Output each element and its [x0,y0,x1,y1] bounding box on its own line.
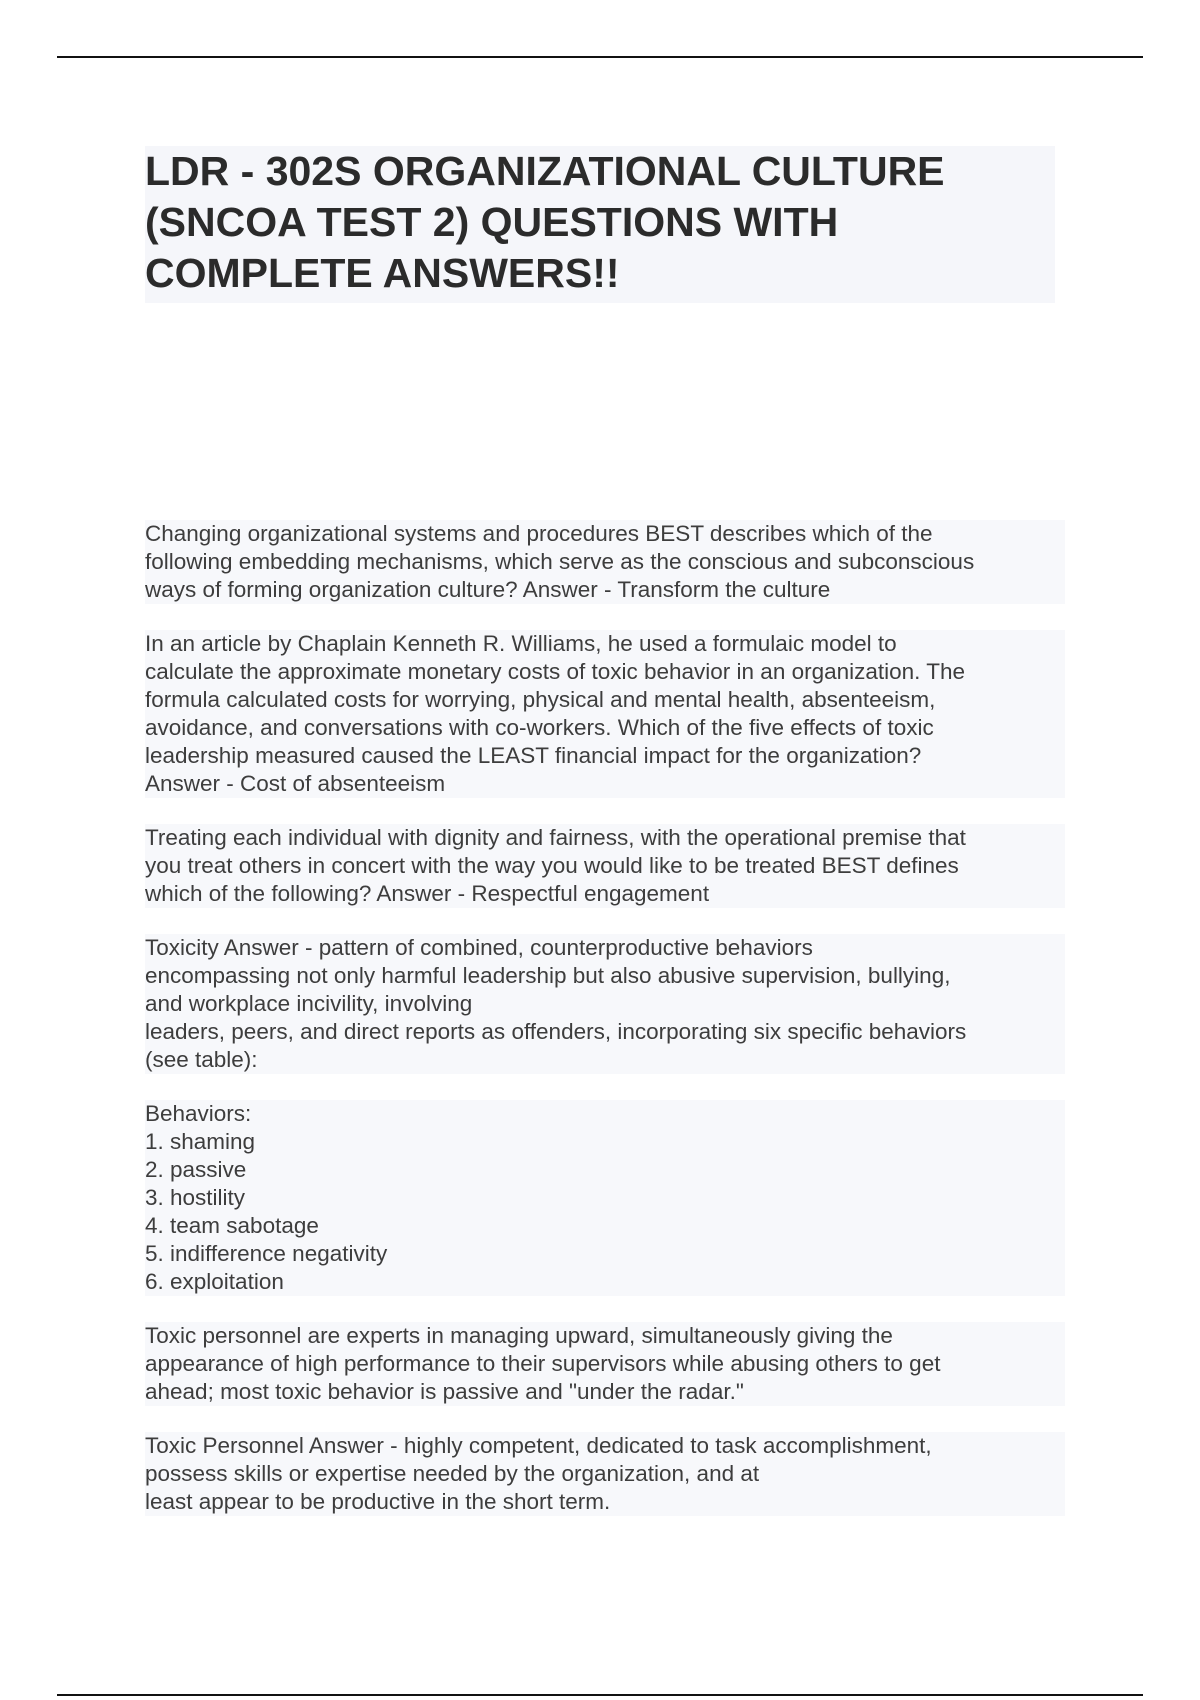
text-line: (see table): [145,1047,258,1072]
list-item: 3. hostility [145,1185,246,1210]
text-line: avoidance, and conversations with co-workers. Which of the five effects of toxic [145,715,934,740]
text-line: least appear to be productive in the short term. [145,1489,611,1514]
text-line: Answer - Cost of absenteeism [145,771,446,796]
list-item: 5. indifference negativity [145,1241,388,1266]
list-item: 4. team sabotage [145,1213,319,1238]
text-line: leadership measured caused the LEAST financial impact for the organization? [145,743,922,768]
text-line: ahead; most toxic behavior is passive and "under the radar." [145,1379,744,1404]
text-line: possess skills or expertise needed by the organization, and at [145,1461,760,1486]
list-item: 1. shaming [145,1129,256,1154]
question-paragraph [145,520,1065,604]
question-paragraph [145,824,1065,908]
text-line: Changing organizational systems and procedures BEST describes which of the [145,521,933,546]
title-line: LDR - 302S ORGANIZATIONAL CULTURE [145,148,945,194]
text-line: In an article by Chaplain Kenneth R. Williams, he used a formulaic model to [145,631,897,656]
behaviors-list [145,1100,1065,1296]
text-line: Toxic Personnel Answer - highly competent, dedicated to task accomplishment, [145,1433,932,1458]
text-line: ways of forming organization culture? Answer - Transform the culture [145,577,831,602]
bottom-rule [57,1694,1143,1696]
text-line: Treating each individual with dignity and fairness, with the operational premise that [145,825,966,850]
text-line: leaders, peers, and direct reports as offenders, incorporating six specific behaviors [145,1019,967,1044]
text-line: which of the following? Answer - Respectful engagement [145,881,710,906]
text-line: Toxic personnel are experts in managing upward, simultaneously giving the [145,1323,893,1348]
question-paragraph [145,1432,1065,1516]
text-line: you treat others in concert with the way you would like to be treated BEST defines [145,853,959,878]
text-line: calculate the approximate monetary costs of toxic behavior in an organization. The [145,659,966,684]
list-item: 6. exploitation [145,1269,284,1294]
text-line: and workplace incivility, involving [145,991,473,1016]
text-line: Toxicity Answer - pattern of combined, counterproductive behaviors [145,935,813,960]
question-paragraph [145,630,1065,798]
document-body [145,520,1065,1542]
document-title [145,146,1055,303]
title-line: (SNCOA TEST 2) QUESTIONS WITH [145,199,839,245]
text-line: following embedding mechanisms, which serve as the conscious and subconscious [145,549,975,574]
top-rule [57,56,1143,58]
text-line: appearance of high performance to their supervisors while abusing others to get [145,1351,941,1376]
list-heading: Behaviors: [145,1101,252,1126]
question-paragraph [145,934,1065,1074]
question-paragraph [145,1322,1065,1406]
title-line: COMPLETE ANSWERS!! [145,250,620,296]
text-line: formula calculated costs for worrying, physical and mental health, absenteeism, [145,687,936,712]
text-line: encompassing not only harmful leadership but also abusive supervision, bullying, [145,963,951,988]
list-item: 2. passive [145,1157,247,1182]
